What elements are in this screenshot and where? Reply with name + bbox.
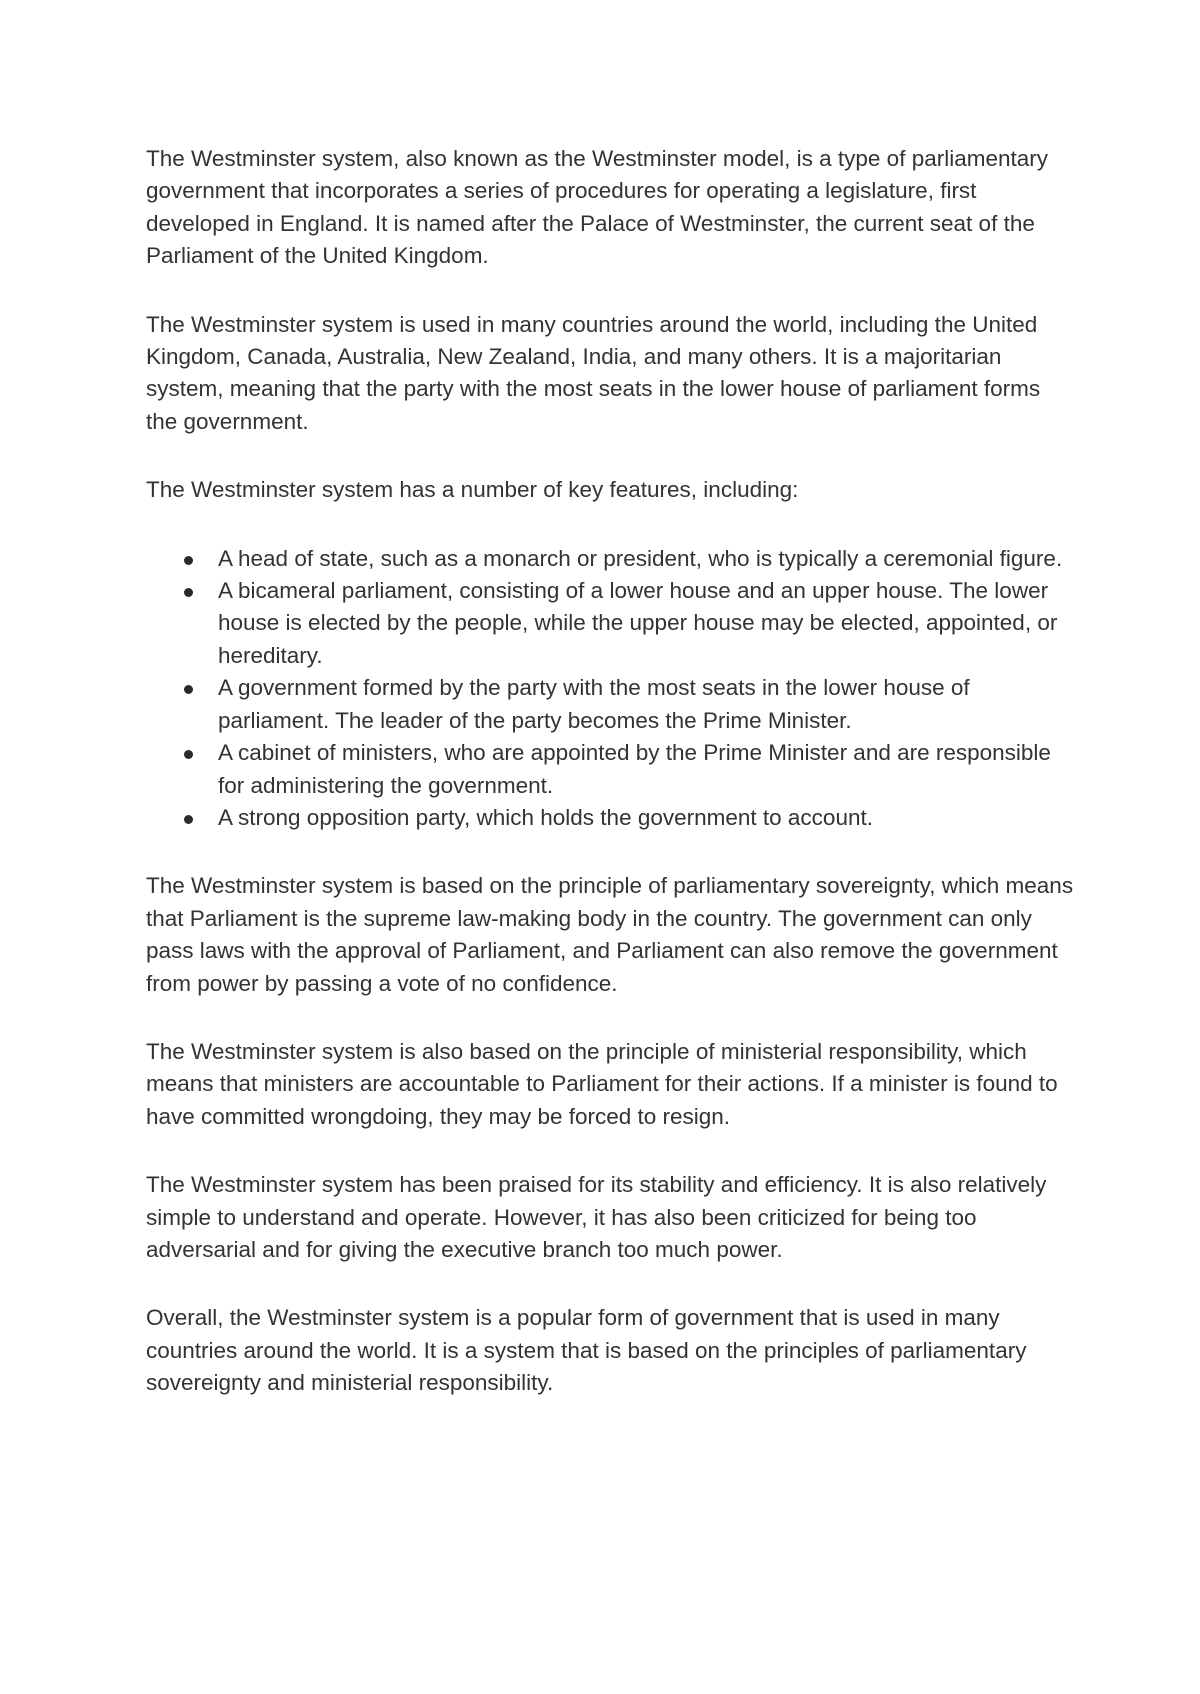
usage-paragraph: The Westminster system is used in many countries around the world, including the United Kingdom, Canada, Australia, New Zealand, India, and many others. It is a majoritarian system, meaning that the party with the most seats in the lower house of parliament forms the government. <box>146 311 1041 434</box>
bullet-dot-icon <box>184 750 193 759</box>
intro-paragraph: The Westminster system, also known as the Westminster model, is a type of parliamentary government that incorporates a series of procedures for operating a legislature, first developed in England. It is named after the Palace of Westminster, the current seat of the Parliament of the United Kingdom. <box>146 146 1049 269</box>
list-item-text: A head of state, such as a monarch or president, who is typically a ceremonial figure. <box>218 545 1063 571</box>
list-item-text: A strong opposition party, which holds the government to account. <box>218 804 873 830</box>
list-item-text: A bicameral parliament, consisting of a lower house and an upper house. The lower house is elected by the people, while the upper house may be elected, appointed, or hereditary. <box>218 578 1058 668</box>
bullet-dot-icon <box>184 556 193 565</box>
responsibility-paragraph: The Westminster system is also based on the principle of ministerial responsibility, which means that ministers are accountable to Parliament for their actions. If a minister is found to have committed wrongdoing, they may be forced to resign. <box>146 1038 1058 1129</box>
bullet-dot-icon <box>184 815 193 824</box>
sovereignty-paragraph: The Westminster system is based on the principle of parliamentary sovereignty, which means that Parliament is the supreme law-making body in the country. The government can only pass laws with the approval of Parliament, and Parliament can also remove the government from power by passing a vote of no confidence. <box>146 873 1074 996</box>
features-intro-paragraph: The Westminster system has a number of key features, including: <box>146 477 799 503</box>
list-item-text: A cabinet of ministers, who are appointed by the Prime Minister and are responsible for administering the government. <box>218 740 1051 798</box>
list-item-text: A government formed by the party with the most seats in the lower house of parliament. The leader of the party becomes the Prime Minister. <box>218 675 970 733</box>
bullet-dot-icon <box>184 588 193 597</box>
list-item <box>146 802 1076 834</box>
assessment-paragraph: The Westminster system has been praised for its stability and efficiency. It is also relatively simple to understand and operate. However, it has also been criticized for being too adversarial and for giving the executive branch too much power. <box>146 1172 1047 1262</box>
list-item <box>146 543 1076 575</box>
bullet-dot-icon <box>184 685 193 694</box>
conclusion-paragraph: Overall, the Westminster system is a popular form of government that is used in many countries around the world. It is a system that is based on the principles of parliamentary sovereignty and ministerial responsibility. <box>146 1305 1027 1396</box>
list-item <box>146 737 1076 802</box>
list-item <box>146 575 1076 672</box>
key-features-list <box>146 543 1076 835</box>
list-item <box>146 672 1076 737</box>
document-body <box>146 143 1076 1436</box>
